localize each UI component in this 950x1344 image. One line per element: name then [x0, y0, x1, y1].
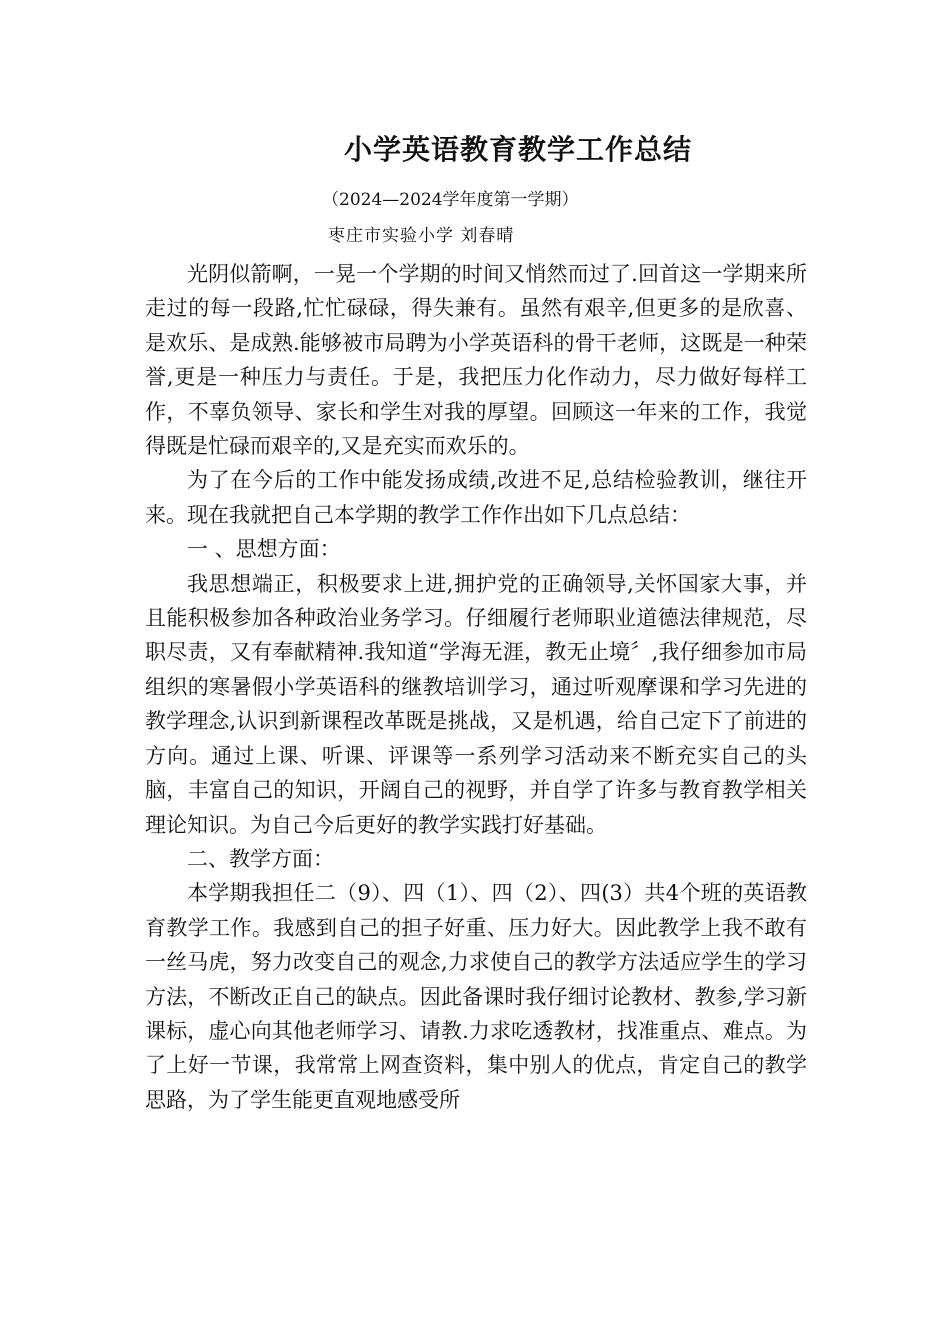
section-heading-teaching: 二、教学方面：: [187, 846, 334, 871]
paragraph-intro: 光阴似箭啊，一晃一个学期的时间又悄然而过了.回首这一学期来所走过的每一段路,忙忙碌碌，得失兼有。虽然有艰辛,但更多的是欣喜、是欢乐、是成熟.能够被市局聘为小学英语科的骨干老师，这既是一种荣誉,更是一种压力与责任。于是，我把压力化作动力，尽力做好每样工作，不辜负领导、家长和学生对我的厚望。回顾这一年来的工作，我觉得既是忙碌而艰辛的,又是充实而欢乐的。: [145, 262, 807, 459]
section-heading-thought: 一 、思想方面：: [187, 537, 341, 562]
document-title: 小学英语教育教学工作总结: [343, 133, 692, 166]
document-author: 枣庄市实验小学 刘春晴: [328, 226, 515, 246]
paragraph-thought: 我思想端正，积极要求上进,拥护党的正确领导,关怀国家大事，并且能积极参加各种政治业务学习。仔细履行老师职业道德法律规范，尽职尽责，又有奉献精神.我知道“学海无涯，教无止境〞,我仔细参加市局组织的寒暑假小学英语科的继教培训学习，通过听观摩课和学习先进的教学理念,认识到新课程改革既是挑战，又是机遇，给自己定下了前进的方向。通过上课、听课、评课等一系列学习活动来不断充实自己的头脑，丰富自己的知识，开阔自己的视野，并自学了许多与教育教学相关理论知识。为自己今后更好的教学实践打好基础。: [145, 571, 807, 837]
document-subtitle: （2024—2024学年度第一学期）: [322, 190, 579, 210]
paragraph-teaching: 本学期我担任二（9）、四（1）、四（2）、四(3）共4个班的英语教育教学工作。我感到自己的担子好重、压力好大。因此教学上我不敢有一丝马虎，努力改变自己的观念,力求使自己的教学方法适应学生的学习方法，不断改正自己的缺点。因此备课时我仔细讨论教材、教参,学习新课标，虚心向其他老师学习、请教.力求吃透教材，找准重点、难点。为了上好一节课，我常常上网查资料，集中别人的优点，肯定自己的教学思路，为了学生能更直观地感受所: [145, 881, 807, 1112]
document-body: [145, 257, 807, 1117]
paragraph-purpose: 为了在今后的工作中能发扬成绩,改进不足,总结检验教训，继往开来。现在我就把自己本学期的教学工作作出如下几点总结：: [145, 468, 807, 527]
